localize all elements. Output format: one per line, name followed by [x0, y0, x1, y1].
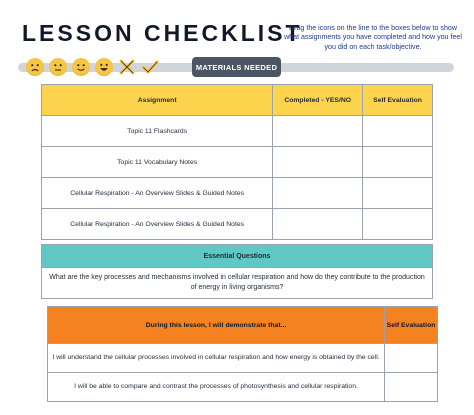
- column-header-completed: Completed - YES/NO: [273, 85, 363, 116]
- draggable-icons: [26, 56, 159, 78]
- objective-cell: I will be able to compare and contrast the processes of photosynthesis and cellular respiration.: [48, 373, 385, 402]
- assignment-cell: Cellular Respiration - An Overview Slides & Guided Notes: [42, 178, 273, 209]
- assignment-cell: Topic 11 Flashcards: [42, 116, 273, 147]
- self-evaluation-drop-cell[interactable]: [363, 178, 433, 209]
- demonstrate-table: [47, 306, 438, 402]
- table-header-row: [42, 85, 433, 116]
- instructions-text: Drag the icons on the line to the boxes below to show what assignments you have completed and how you feel you did on each task/objective.: [284, 24, 462, 51]
- self-evaluation-drop-cell[interactable]: [385, 344, 438, 373]
- table-row: [42, 147, 433, 178]
- sad-face-icon[interactable]: [26, 58, 44, 76]
- self-evaluation-drop-cell[interactable]: [385, 373, 438, 402]
- column-header-self-evaluation: Self Evaluation: [385, 307, 438, 344]
- table-row: [48, 373, 438, 402]
- table-row: [42, 116, 433, 147]
- self-evaluation-drop-cell[interactable]: [363, 209, 433, 240]
- table-header-row: [48, 307, 438, 344]
- column-header-self-evaluation: Self Evaluation: [363, 85, 433, 116]
- neutral-face-icon[interactable]: [49, 58, 67, 76]
- completed-drop-cell[interactable]: [273, 178, 363, 209]
- essential-questions-header: Essential Questions: [42, 245, 432, 268]
- check-mark-icon[interactable]: [141, 58, 159, 76]
- grin-face-icon[interactable]: [95, 58, 113, 76]
- essential-questions-box: [41, 244, 433, 299]
- table-row: [48, 344, 438, 373]
- self-evaluation-drop-cell[interactable]: [363, 147, 433, 178]
- assignment-cell: Topic 11 Vocabulary Notes: [42, 147, 273, 178]
- materials-needed-button[interactable]: MATERIALS NEEDED: [192, 57, 281, 77]
- objective-cell: I will understand the cellular processes involved in cellular respiration and how energy is obtained by the cell.: [48, 344, 385, 373]
- x-mark-icon[interactable]: [118, 58, 136, 76]
- completed-drop-cell[interactable]: [273, 147, 363, 178]
- self-evaluation-drop-cell[interactable]: [363, 116, 433, 147]
- completed-drop-cell[interactable]: [273, 116, 363, 147]
- smile-face-icon[interactable]: [72, 58, 90, 76]
- column-header-assignment: Assignment: [42, 85, 273, 116]
- completed-drop-cell[interactable]: [273, 209, 363, 240]
- page-title: LESSON CHECKLIST: [22, 20, 303, 46]
- essential-questions-text: What are the key processes and mechanisms involved in cellular respiration and how do they contribute to the production of energy in living organisms?: [49, 274, 425, 291]
- column-header-demonstrate: During this lesson, I will demonstrate that...: [48, 307, 385, 344]
- table-row: [42, 178, 433, 209]
- table-row: [42, 209, 433, 240]
- assignment-cell: Cellular Respiration - An Overview Slides & Guided Notes: [42, 209, 273, 240]
- assignments-table: [41, 84, 433, 240]
